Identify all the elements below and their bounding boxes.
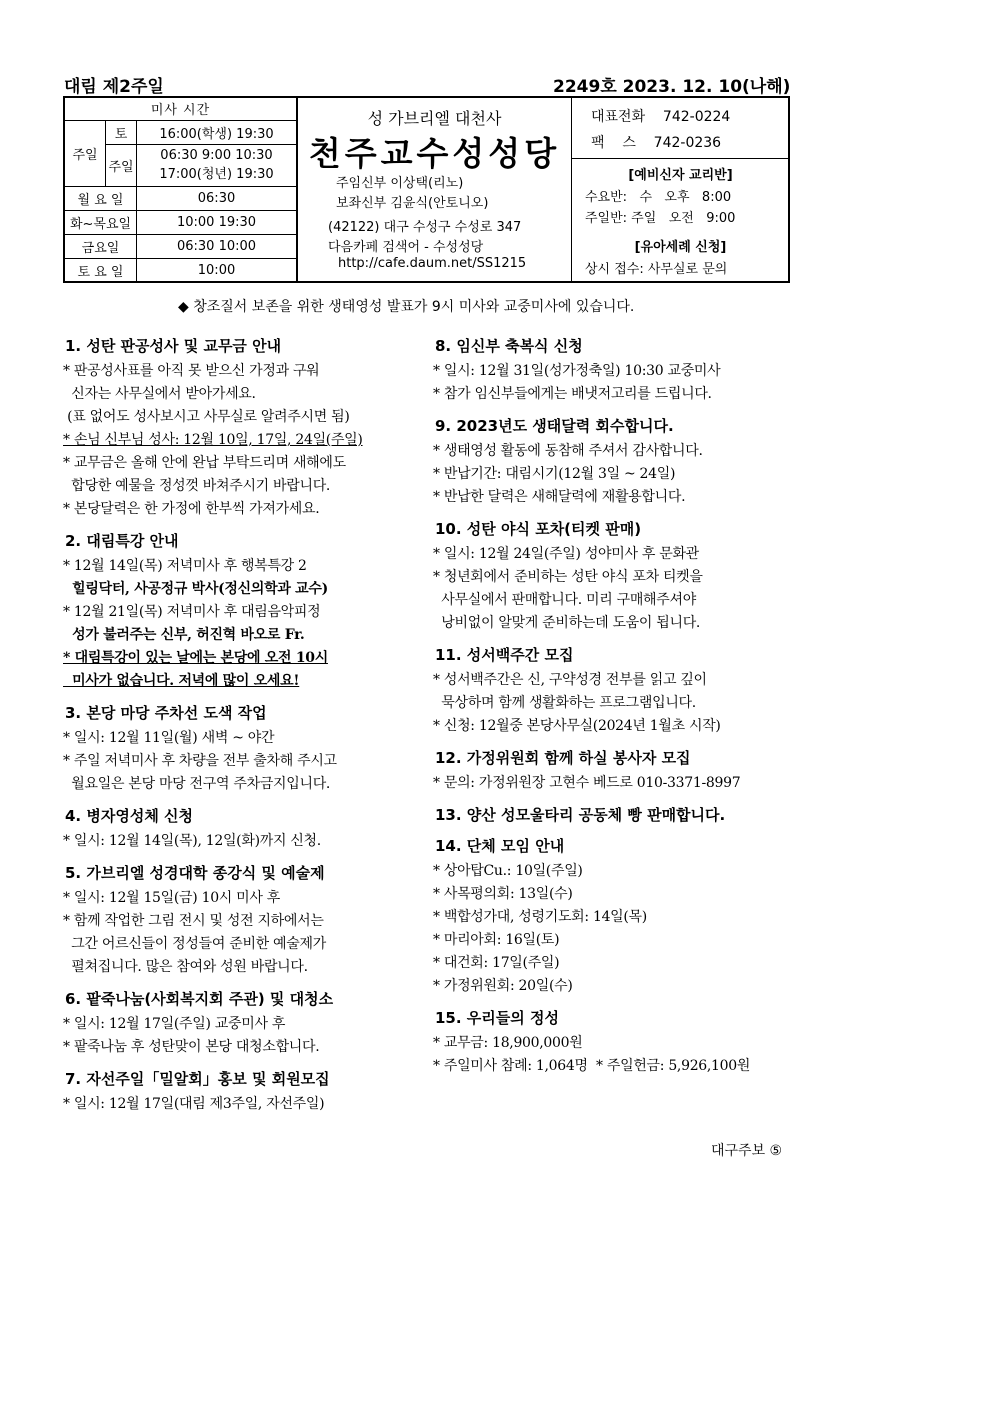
section-item: * 반납기간: 대림시기(12월 3일 ~ 24일) — [433, 466, 676, 482]
section-item: 월요일은 본당 마당 전구역 주차금지입니다. — [63, 776, 331, 792]
section-title: 3. 본당 마당 주차선 도색 작업 — [65, 704, 267, 722]
section — [63, 863, 423, 979]
page-footer: 대구주보 ⑤ — [711, 1143, 783, 1159]
section-item: * 일시: 12월 17일(주일) 교중미사 후 — [63, 1016, 286, 1032]
sun-times-1: 06:30 9:00 10:30 — [160, 148, 273, 163]
right-column — [433, 336, 793, 1088]
section-item: * 사목평의회: 13일(수) — [433, 886, 573, 902]
section — [433, 645, 793, 738]
phone-label: 대표전화 — [591, 109, 646, 125]
section-item: * 신청: 12월중 본당사무실(2024년 1월초 시작) — [433, 718, 721, 734]
section-item: * 일시: 12월 24일(주일) 성야미사 후 문화관 — [433, 546, 699, 562]
section-title: 14. 단체 모임 안내 — [435, 837, 565, 855]
section-item: * 일시: 12월 15일(금) 10시 미사 후 — [63, 890, 281, 906]
sat-label: 토 — [106, 120, 137, 144]
section-title: 12. 가정위원회 함께 하실 봉사자 모집 — [435, 749, 691, 767]
section-item: * 문의: 가정위원장 고현수 베드로 010-3371-8997 — [433, 775, 741, 791]
section-item: * 마리아회: 16일(토) — [433, 932, 560, 948]
notice-line: ◆ 창조질서 보존을 위한 생태영성 발표가 9시 미사와 교중미사에 있습니다. — [178, 299, 635, 315]
sunday-label: 주일 — [65, 120, 106, 186]
section-item: * 대건회: 17일(주일) — [433, 955, 560, 971]
mon-label: 월 요 일 — [65, 186, 137, 210]
section-item: * 교무금은 올해 안에 완납 부탁드리며 새해에도 — [63, 455, 346, 471]
section-item: 합당한 예물을 정성껏 바쳐주시기 바랍니다. — [63, 478, 331, 494]
cafe-search: 다음카페 검색어 - 수성성당 — [328, 240, 484, 255]
section — [63, 336, 423, 521]
section-item: * 생태영성 활동에 동참해 주셔서 감사합니다. — [433, 443, 703, 459]
contact-info — [571, 98, 790, 283]
section — [433, 836, 793, 998]
section-item: * 손님 신부님 성사: 12월 10일, 17일, 24일(주일) — [63, 432, 363, 448]
mass-title: 미사 시간 — [65, 98, 297, 120]
section-title: 7. 자선주일「밀알회」홍보 및 회원모집 — [65, 1070, 330, 1088]
section-item: * 일시: 12월 11일(월) 새벽 ~ 야간 — [63, 730, 275, 746]
info-box — [63, 96, 790, 283]
section — [63, 1069, 423, 1116]
section-item: * 반납한 달력은 새해달력에 재활용합니다. — [433, 489, 686, 505]
mon-times: 06:30 — [137, 186, 297, 210]
section — [433, 336, 793, 406]
section-item: * 본당달력은 한 가정에 한부씩 가져가세요. — [63, 501, 320, 517]
phone-number: 742-0224 — [662, 109, 731, 125]
left-column — [63, 336, 423, 1126]
mass-schedule-table — [65, 98, 297, 283]
cafe-url[interactable]: http://cafe.daum.net/SS1215 — [338, 256, 527, 271]
section-item: 묵상하며 함께 생활화하는 프로그램입니다. — [433, 695, 696, 711]
section-item: * 가정위원회: 20일(수) — [433, 978, 573, 994]
church-info — [297, 98, 572, 283]
sat-times: 16:00(학생) 19:30 — [137, 120, 297, 144]
catechumen-heading: [예비신자 교리반] — [628, 168, 733, 183]
section-title: 2. 대림특강 안내 — [65, 532, 179, 550]
fri-label: 금요일 — [65, 234, 137, 258]
section — [63, 806, 423, 853]
fax — [591, 132, 721, 152]
tue-times: 10:00 19:30 — [137, 210, 297, 234]
church-name: 천주교수성성당 — [308, 134, 561, 173]
sun-class: 주일반: 주일 오전 9:00 — [585, 211, 736, 226]
section — [63, 989, 423, 1059]
infant-baptism-note: 상시 접수: 사무실로 문의 — [585, 262, 728, 277]
section-title: 10. 성탄 야식 포차(티켓 판매) — [435, 520, 642, 538]
section-item: * 주일 저녁미사 후 차량을 전부 출차해 주시고 — [63, 753, 337, 769]
section — [433, 1008, 793, 1078]
section-title: 13. 양산 성모울타리 공동체 빵 판매합니다. — [435, 806, 726, 824]
section-title: 8. 임신부 축복식 신청 — [435, 337, 583, 355]
section-item: * 팥죽나눔 후 성탄맞이 본당 대청소합니다. — [63, 1039, 320, 1055]
section-title: 5. 가브리엘 성경대학 종강식 및 예술제 — [65, 864, 325, 882]
section-item: * 상아탑Cu.: 10일(주일) — [433, 863, 583, 879]
section-item: * 참가 임신부들에게는 배냇저고리를 드립니다. — [433, 386, 712, 402]
sun-times — [137, 144, 297, 186]
church-subtitle: 성 가브리엘 대천사 — [367, 109, 502, 128]
section-item: 미사가 없습니다. 저녁에 많이 오세요! — [63, 673, 300, 689]
sat2-times: 10:00 — [137, 258, 297, 283]
section-item: 그간 어르신들이 정성들여 준비한 예술제가 — [63, 936, 326, 952]
section-item: * 청년회에서 준비하는 성탄 야식 포차 티켓을 — [433, 569, 703, 585]
fax-number: 742-0236 — [653, 135, 722, 151]
section-item: * 일시: 12월 31일(성가정축일) 10:30 교중미사 — [433, 363, 721, 379]
tue-label: 화~목요일 — [65, 210, 137, 234]
section-item: * 판공성사표를 아직 못 받으신 가정과 구워 — [63, 363, 320, 379]
section-item: 낭비없이 알맞게 준비하는데 도움이 됩니다. — [433, 615, 701, 631]
section-item: * 백합성가대, 성령기도회: 14일(목) — [433, 909, 647, 925]
section-item: * 함께 작업한 그림 전시 및 성전 지하에서는 — [63, 913, 324, 929]
sun-times-2: 17:00(청년) 19:30 — [159, 167, 274, 182]
section-title: 1. 성탄 판공성사 및 교무금 안내 — [65, 337, 282, 355]
fax-label: 팩 스 — [591, 135, 636, 151]
section-item: * 대림특강이 있는 날에는 본당에 오전 10시 — [63, 650, 328, 666]
section-title: 4. 병자영성체 신청 — [65, 807, 194, 825]
section — [433, 748, 793, 795]
sun-label: 주일 — [106, 144, 137, 186]
section-item: 성가 불러주는 신부, 허진혁 바오로 Fr. — [63, 627, 305, 643]
liturgical-week: 대림 제2주일 — [64, 77, 164, 97]
sat2-label: 토 요 일 — [65, 258, 137, 283]
divider — [571, 158, 790, 159]
section-item: * 12월 21일(목) 저녁미사 후 대림음악피정 — [63, 604, 321, 620]
section — [433, 805, 793, 826]
section-item: (표 없어도 성사보시고 사무실로 알려주시면 됨) — [63, 409, 350, 425]
section-item: * 12월 14일(목) 저녁미사 후 행복특강 2 — [63, 558, 307, 574]
phone — [591, 106, 730, 126]
wed-class: 수요반: 수 오후 8:00 — [585, 190, 732, 205]
section-item: * 주일미사 참례: 1,064명 * 주일헌금: 5,926,100원 — [433, 1058, 751, 1074]
section-item: 펼쳐집니다. 많은 참여와 성원 바랍니다. — [63, 959, 308, 975]
section-item: 힐링닥터, 사공정규 박사(정신의학과 교수) — [63, 581, 328, 597]
section — [433, 416, 793, 509]
section — [63, 703, 423, 796]
section-title: 15. 우리들의 정성 — [435, 1009, 559, 1027]
issue-number-date: 2249호 2023. 12. 10(나해) — [553, 77, 791, 97]
address: (42122) 대구 수성구 수성로 347 — [328, 220, 522, 235]
section-item: * 일시: 12월 17일(대림 제3주일, 자선주일) — [63, 1096, 325, 1112]
section — [433, 519, 793, 635]
section — [63, 531, 423, 693]
assistant-pastor: 보좌신부 김윤식(안토니오) — [336, 196, 489, 211]
fri-times: 06:30 10:00 — [137, 234, 297, 258]
section-item: * 교무금: 18,900,000원 — [433, 1035, 583, 1051]
section-title: 6. 팥죽나눔(사회복지회 주관) 및 대청소 — [65, 990, 334, 1008]
section-item: 사무실에서 판매합니다. 미리 구매해주셔야 — [433, 592, 696, 608]
section-item: * 일시: 12월 14일(목), 12일(화)까지 신청. — [63, 833, 321, 849]
section-item: 신자는 사무실에서 받아가세요. — [63, 386, 256, 402]
section-title: 11. 성서백주간 모집 — [435, 646, 574, 664]
section-item: * 성서백주간은 신, 구약성경 전부를 읽고 깊이 — [433, 672, 707, 688]
infant-baptism-heading: [유아세례 신청] — [634, 240, 727, 255]
pastor: 주임신부 이상택(리노) — [336, 176, 464, 191]
section-title: 9. 2023년도 생태달력 회수합니다. — [435, 417, 674, 435]
